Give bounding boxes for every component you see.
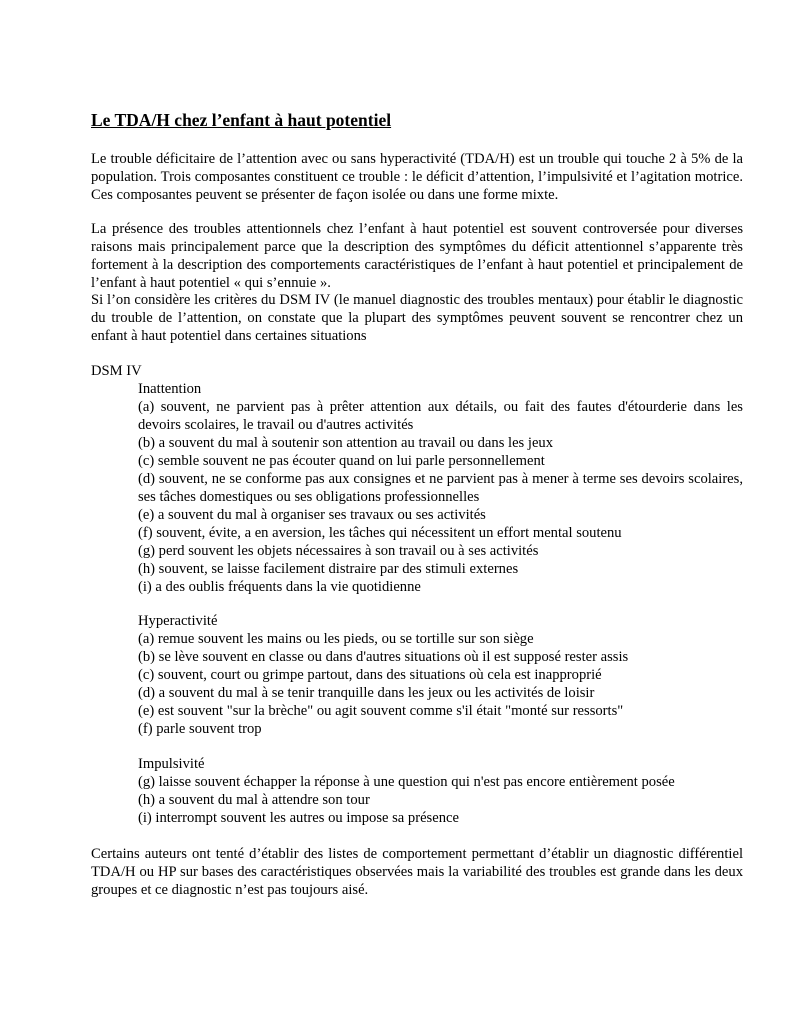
section-heading-inattention: Inattention xyxy=(138,381,202,397)
section-heading-impulsivity: Impulsivité xyxy=(138,756,205,772)
list-item: (e) est souvent "sur la brèche" ou agit souvent comme s'il était "monté sur ressorts" xyxy=(138,703,624,719)
list-item: (c) semble souvent ne pas écouter quand on lui parle personnellement xyxy=(138,453,545,469)
list-item: (a) remue souvent les mains ou les pieds, ou se tortille sur son siège xyxy=(138,631,534,647)
list-item: (d) souvent, ne se conforme pas aux consignes et ne parvient pas à mener à terme ses devoirs scolaires, ses tâches domestiques ou ses obligations professionnelles xyxy=(138,471,743,505)
list-item: (i) a des oublis fréquents dans la vie quotidienne xyxy=(138,579,421,595)
list-item: (e) a souvent du mal à organiser ses travaux ou ses activités xyxy=(138,507,486,523)
list-item: (b) a souvent du mal à soutenir son attention au travail ou dans les jeux xyxy=(138,435,554,451)
dsm-label: DSM IV xyxy=(91,363,142,379)
list-item: (f) parle souvent trop xyxy=(138,721,262,737)
list-item: (c) souvent, court ou grimpe partout, dans des situations où cela est inapproprié xyxy=(138,667,602,683)
list-item: (g) perd souvent les objets nécessaires à son travail ou à ses activités xyxy=(138,543,539,559)
section-heading-hyperactivity: Hyperactivité xyxy=(138,613,218,629)
list-item: (g) laisse souvent échapper la réponse à une question qui n'est pas encore entièrement posée xyxy=(138,774,675,790)
hyperactivity-section xyxy=(138,612,743,738)
controversy-paragraph: La présence des troubles attentionnels chez l’enfant à haut potentiel est souvent controversée pour diverses raisons mais principalement parce que la description des symptômes du déficit attentionnel s’apparente très fortement à la description des comportements caractéristiques de l’enfant à haut potentiel et principalement de l’enfant à haut potentiel « qui s’ennuie ». xyxy=(91,221,743,291)
inattention-section xyxy=(138,380,743,596)
impulsivity-section xyxy=(138,755,743,827)
list-item: (a) souvent, ne parvient pas à prêter attention aux détails, ou fait des fautes d'étourderie dans les devoirs scolaires, le travail ou d'autres activités xyxy=(138,399,743,433)
list-item: (h) a souvent du mal à attendre son tour xyxy=(138,792,370,808)
document-title: Le TDA/H chez l’enfant à haut potentiel xyxy=(91,110,392,130)
list-item: (d) a souvent du mal à se tenir tranquille dans les jeux ou les activités de loisir xyxy=(138,685,595,701)
list-item: (f) souvent, évite, a en aversion, les tâches qui nécessitent un effort mental soutenu xyxy=(138,525,622,541)
intro-paragraph: Le trouble déficitaire de l’attention avec ou sans hyperactivité (TDA/H) est un trouble qui touche 2 à 5% de la population. Trois composantes constituent ce trouble : le déficit d’attention, l’impulsivité et l’agitation motrice. Ces composantes peuvent se présenter de façon isolée ou dans une forme mixte. xyxy=(91,151,743,203)
conclusion-paragraph: Certains auteurs ont tenté d’établir des listes de comportement permettant d’établir un diagnostic différentiel TDA/H ou HP sur bases des caractéristiques observées mais la variabilité des troubles est grande dans les deux groupes et ce diagnostic n’est pas toujours aisé. xyxy=(91,846,743,898)
list-item: (h) souvent, se laisse facilement distraire par des stimuli externes xyxy=(138,561,519,577)
list-item: (b) se lève souvent en classe ou dans d'autres situations où il est supposé rester assis xyxy=(138,649,629,665)
dsm-criteria-paragraph: Si l’on considère les critères du DSM IV (le manuel diagnostic des troubles mentaux) pour établir le diagnostic du trouble de l’attention, on constate que la plupart des symptômes peuvent souvent se rencontrer chez un enfant à haut potentiel dans certaines situations xyxy=(91,292,743,344)
list-item: (i) interrompt souvent les autres ou impose sa présence xyxy=(138,810,459,826)
